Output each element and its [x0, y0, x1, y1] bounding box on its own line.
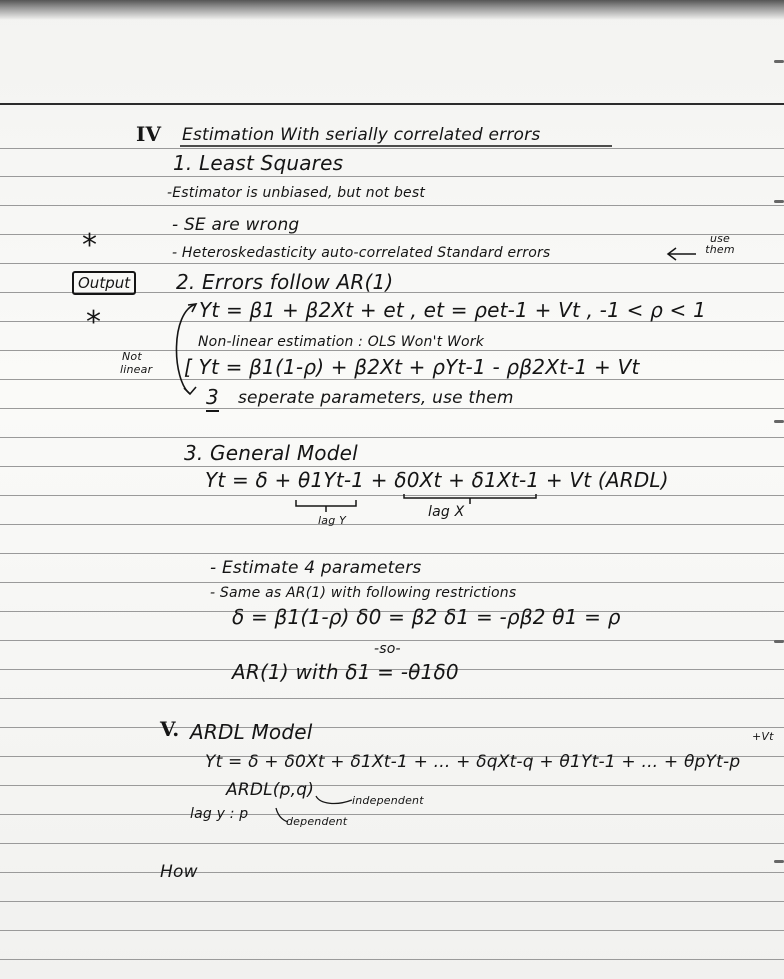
ar1-heading: 2. Errors follow AR(1) — [176, 270, 394, 294]
how-word: How — [160, 862, 198, 882]
general-model-equation: Yt = δ + θ1Yt-1 + δ0Xt + δ1Xt-1 + Vt (ARDL) — [205, 468, 669, 492]
independent-note: independent — [352, 794, 424, 807]
lag-y-p: lag y : p — [190, 806, 249, 822]
plus-vt-note: +Vt — [752, 730, 774, 743]
star-icon: * — [82, 228, 97, 263]
estimate-4-params: - Estimate 4 parameters — [210, 558, 422, 578]
ar1-transformed-equation: [ Yt = β1(1-ρ) + β2Xt + ρYt-1 - ρβ2Xt-1 + Vt — [184, 355, 640, 379]
not-linear-margin-1: Not — [122, 350, 142, 363]
section-v-numeral: V. — [160, 717, 180, 741]
ardl-pq: ARDL(p,q) — [226, 780, 315, 800]
ls-bullet-hac: - Heteroskedasticity auto-correlated Standard errors — [172, 245, 551, 261]
lag-x-label: lag X — [428, 504, 465, 520]
not-linear-margin-2: linear — [120, 363, 153, 376]
restrictions-equation: δ = β1(1-ρ) δ0 = β2 δ1 = -ρβ2 θ1 = ρ — [232, 605, 621, 629]
general-model-heading: 3. General Model — [184, 441, 358, 465]
ardl-equation: Yt = δ + δ0Xt + δ1Xt-1 + ... + δqXt-q + θ1Yt-1 + ... + θpYt-p — [205, 752, 741, 772]
so-word: -so- — [374, 641, 401, 657]
same-as-ar1: - Same as AR(1) with following restrictions — [210, 585, 517, 601]
least-squares-heading: 1. Least Squares — [173, 151, 344, 175]
section-v-title: ARDL Model — [190, 720, 313, 744]
lag-y-label: lag Y — [318, 514, 346, 527]
nonlinear-note: Non-linear estimation : OLS Won't Work — [198, 334, 485, 350]
use-them-note: use them — [705, 232, 735, 256]
star-icon: * — [86, 305, 101, 340]
ls-bullet-se-wrong: - SE are wrong — [172, 215, 300, 235]
section-iv-title: Estimation With serially correlated errors — [182, 125, 541, 145]
ar1-with-restriction: AR(1) with δ1 = -θ1δ0 — [232, 660, 459, 684]
ar1-equation: Yt = β1 + β2Xt + et , et = ρet-1 + Vt , -1 < ρ < 1 — [199, 298, 706, 322]
output-box: Output — [72, 271, 136, 295]
ls-bullet-unbiased: -Estimator is unbiased, but not best — [167, 185, 426, 201]
section-iv-numeral: IV — [136, 122, 162, 146]
three-params-text: seperate parameters, use them — [238, 388, 514, 408]
three-params-number: 3 — [206, 385, 219, 412]
dependent-note: dependent — [286, 815, 348, 828]
